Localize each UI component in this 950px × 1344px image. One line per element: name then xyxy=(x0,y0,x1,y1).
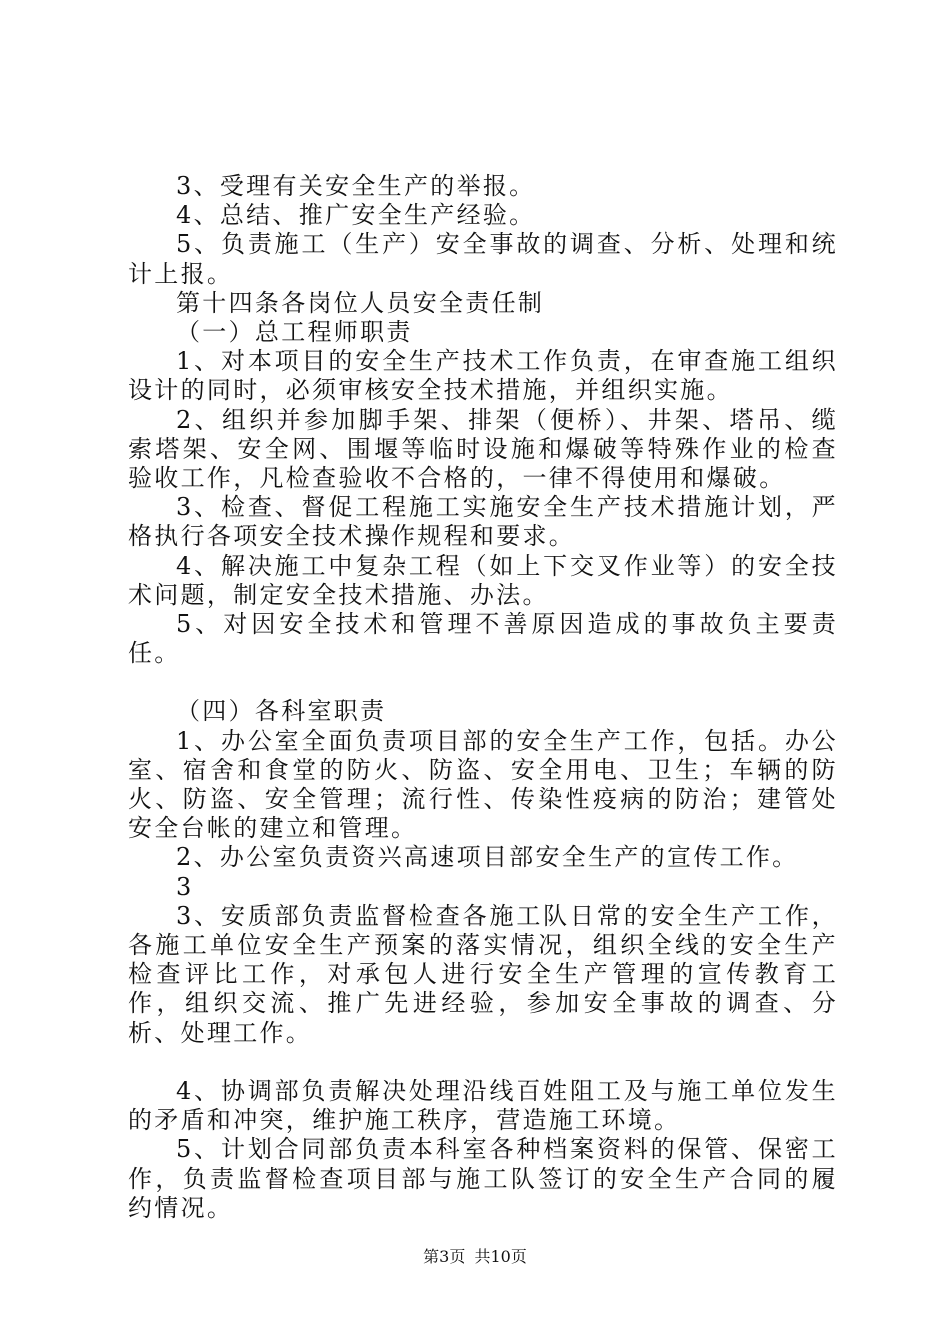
paragraph: 3、安质部负责监督检查各施工队日常的安全生产工作，各施工单位安全生产预案的落实情况，组织全线的安全生产检查评比工作，对承包人进行安全生产管理的宣传教育工作，组织交流、推广先进经验，参加安全事故的调查、分析、处理工作。 xyxy=(128,901,838,1047)
paragraph: 4、解决施工中复杂工程（如上下交叉作业等）的安全技术问题，制定安全技术措施、办法。 xyxy=(128,551,838,609)
paragraph: 5、负责施工（生产）安全事故的调查、分析、处理和统计上报。 xyxy=(128,230,838,288)
paragraph: 1、对本项目的安全生产技术工作负责，在审查施工组织设计的同时，必须审核安全技术措施，并组织实施。 xyxy=(128,347,838,405)
paragraph: 1、办公室全面负责项目部的安全生产工作，包括。办公室、宿舍和食堂的防火、防盗、安全用电、卫生；车辆的防火、防盗、安全管理；流行性、传染性疫病的防治；建管处安全台帐的建立和管理。 xyxy=(128,726,838,843)
paragraph: 2、组织并参加脚手架、排架（便桥）、井架、塔吊、缆索塔架、安全网、围堰等临时设施和爆破等特殊作业的检查验收工作，凡检查验收不合格的，一律不得使用和爆破。 xyxy=(128,405,838,493)
paragraph: 4、协调部负责解决处理沿线百姓阻工及与施工单位发生的矛盾和冲突，维护施工秩序，营造施工环境。 xyxy=(128,1076,838,1135)
document-body xyxy=(128,172,838,1223)
page-footer xyxy=(0,1244,950,1267)
section-heading: 第十四条各岗位人员安全责任制 xyxy=(176,288,545,317)
subsection-heading: （一）总工程师职责 xyxy=(176,318,413,347)
stray-number: 3 xyxy=(176,872,194,901)
paragraph: 3、受理有关安全生产的举报。 xyxy=(176,172,536,200)
page-total: 共10页 xyxy=(474,1247,527,1266)
paragraph: 5、计划合同部负责本科室各种档案资料的保管、保密工作，负责监督检查项目部与施工队签订的安全生产合同的履约情况。 xyxy=(128,1135,838,1222)
subsection-heading: （四）各科室职责 xyxy=(176,697,387,726)
page-number: 第3页 xyxy=(423,1247,466,1266)
paragraph: 4、总结、推广安全生产经验。 xyxy=(176,201,536,230)
paragraph: 5、对因安全技术和管理不善原因造成的事故负主要责任。 xyxy=(128,610,838,668)
paragraph: 3、检查、督促工程施工实施安全生产技术措施计划，严格执行各项安全技术操作规程和要求。 xyxy=(128,493,838,551)
paragraph: 2、办公室负责资兴高速项目部安全生产的宣传工作。 xyxy=(176,843,799,872)
